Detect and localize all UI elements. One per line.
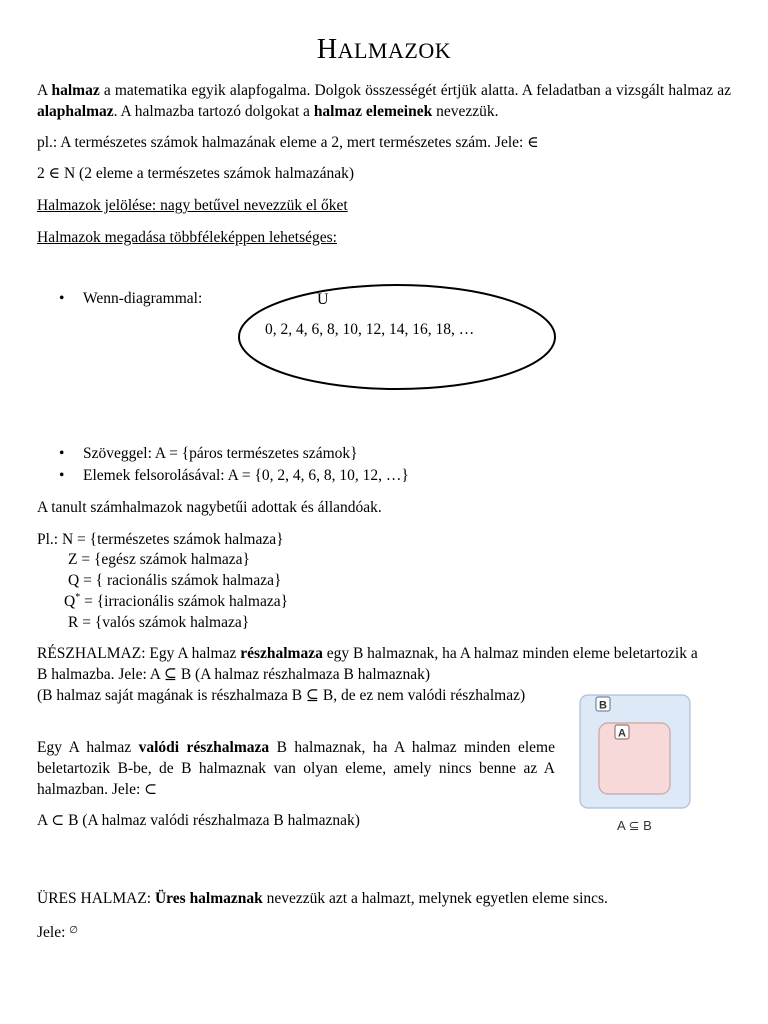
example-element-of: pl.: A természetes számok halmazának eleme a 2, mert természetes szám. Jele: ∈ (37, 134, 539, 151)
example-2-in-n: 2 ∈ N (2 eleme a természetes számok halmazának) (37, 165, 355, 182)
set-qstar (64, 591, 288, 612)
capitals-note: A tanult számhalmazok nagybetűi adottak és állandóak. (37, 499, 382, 516)
list-definition-item: Elemek felsorolásával: A = {0, 2, 4, 6, 8, 10, 12, …} (83, 467, 409, 484)
intro-term-halmaz: halmaz (51, 82, 100, 99)
intro-term-alaphalmaz: alaphalmaz (37, 103, 114, 120)
title-rest: ALMAZOK (337, 38, 452, 63)
set-q: Q = { racionális számok halmaza} (68, 572, 282, 589)
set-b-label: B (599, 699, 607, 712)
title-initial: H (316, 34, 338, 65)
empty-set-symbol: ∅ (69, 925, 78, 936)
heading-notation (37, 195, 731, 216)
intro-text-4: nevezzük. (432, 103, 499, 120)
set-a-box (599, 723, 670, 794)
heading-notation-text: Halmazok jelölése: nagy betűvel nevezzük el őket (37, 197, 348, 214)
venn-diagram (236, 282, 558, 392)
intro-paragraph (37, 80, 731, 122)
bullet-dot: • (59, 467, 65, 484)
intro-text-2: a matematika egyik alapfogalma. Dolgok összességét értjük alatta. A feladatban a vizsgált halmaz az (99, 82, 731, 99)
heading-definition (37, 227, 731, 248)
proper-subset-text-1: Egy A halmaz (37, 739, 139, 756)
bullet-dot: • (59, 445, 65, 462)
subset-note: (B halmaz saját magának is részhalmaza B ⊆ B, de ez nem valódi részhalmaz) (37, 687, 526, 704)
set-qstar-text: = {irracionális számok halmaza} (80, 593, 289, 610)
set-z: Z = {egész számok halmaza} (68, 551, 250, 568)
proper-subset-definition (37, 737, 555, 800)
empty-set-text-1: ÜRES HALMAZ: (37, 890, 155, 907)
venn-elements: 0, 2, 4, 6, 8, 10, 12, 14, 16, 18, … (265, 321, 475, 338)
empty-set-sign-label: Jele: (37, 924, 70, 941)
set-r: R = {valós számok halmaza} (68, 614, 250, 631)
proper-subset-text-2: B halmaznak, ha A halmaz minden eleme beletartozik B-be, de B halmaznak van olyan eleme, amely nincs benne az A halmazban. Jele: ⊂ (37, 739, 555, 798)
subset-term: részhalmaza (240, 645, 323, 662)
subset-definition (37, 643, 707, 685)
set-qstar-letter: Q (64, 593, 76, 610)
set-qstar-sup: * (75, 591, 81, 603)
bullet-dot: • (59, 290, 65, 307)
figure-caption: A ⊆ B (617, 818, 652, 833)
empty-set-term: Üres halmaznak (154, 890, 263, 907)
heading-definition-text: Halmazok megadása többféleképpen lehetséges: (37, 229, 337, 246)
page-title (37, 34, 731, 67)
subset-figure (577, 692, 697, 834)
intro-text-3: . A halmazba tartozó dolgokat a (113, 103, 314, 120)
intro-term-elemeinek: halmaz elemeinek (313, 103, 433, 120)
empty-set-text-2: nevezzük azt a halmazt, melynek egyetlen eleme sincs. (262, 890, 608, 907)
set-a-label: A (618, 727, 626, 740)
subset-text-2: egy B halmaznak, ha A halmaz minden eleme beletartozik a B halmazba. Jele: A ⊆ B (A halmaz részhalmaza B halmaznak) (37, 645, 698, 683)
subset-text-1: RÉSZHALMAZ: Egy A halmaz (37, 645, 241, 662)
proper-subset-example: A ⊂ B (A halmaz valódi részhalmaza B halmaznak) (37, 812, 360, 829)
text-definition-item: Szöveggel: A = {páros természetes számok} (83, 445, 358, 462)
empty-set-sign-line (37, 920, 731, 943)
intro-text-1: A (37, 82, 52, 99)
proper-subset-term: valódi részhalmaza (138, 739, 270, 756)
venn-label: Wenn-diagrammal: (83, 290, 203, 307)
empty-set-definition (37, 888, 731, 909)
venn-set-label: U (317, 291, 329, 308)
set-n: Pl.: N = {természetes számok halmaza} (37, 531, 284, 548)
